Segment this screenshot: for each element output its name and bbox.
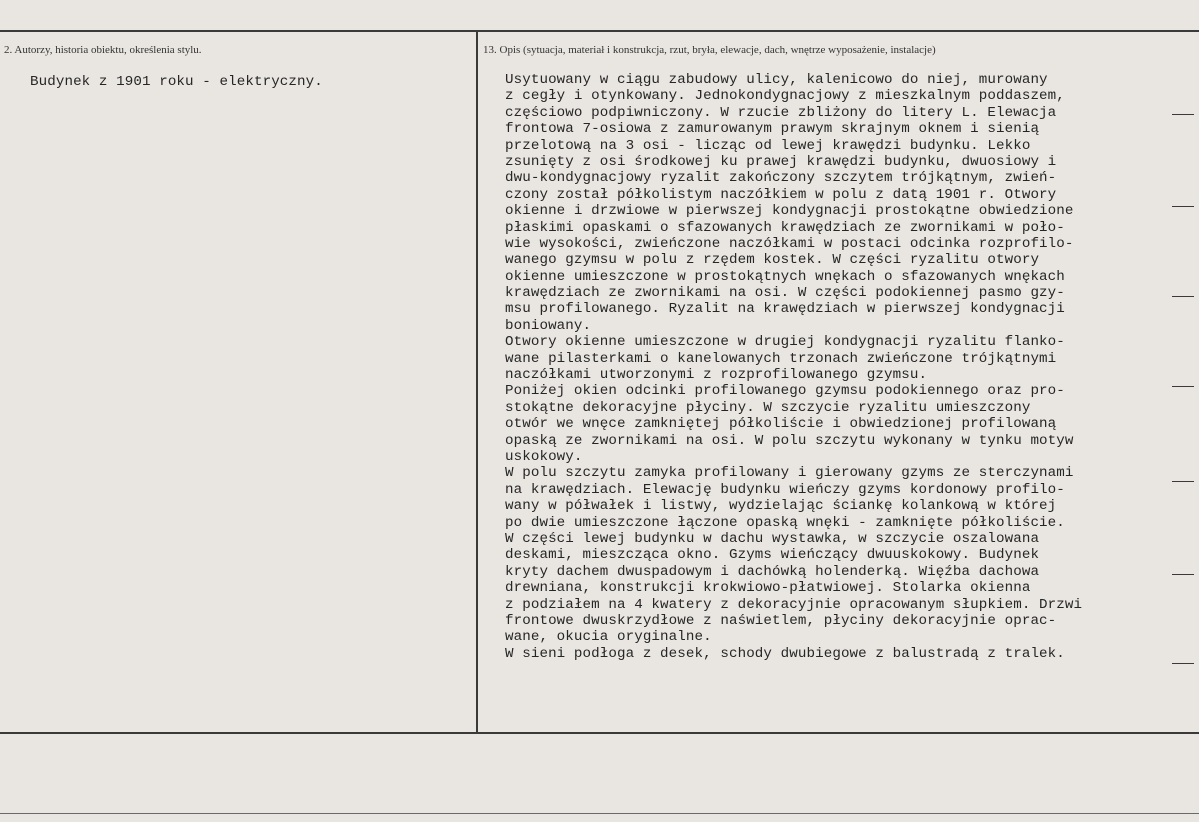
description-line: wanego gzymsu w polu z rzędem kostek. W części ryzalitu otwory	[505, 252, 1040, 269]
description-line: boniowany.	[505, 317, 592, 334]
top-rule	[0, 30, 1199, 32]
column-divider	[476, 30, 478, 732]
margin-tick	[1172, 481, 1194, 482]
description-line: otwór we wnęce zamkniętej półkoliście i obwiedzionej profilowaną	[505, 416, 1057, 433]
margin-tick	[1172, 296, 1194, 297]
description-line: po dwie umieszczone łączone opaską wnęki - zamknięte półkoliście.	[505, 514, 1065, 531]
description-line: zsunięty z osi środkowej ku prawej krawędzi budynku, dwuosiowy i	[505, 153, 1057, 170]
margin-tick	[1172, 663, 1194, 664]
description-line: frontowa 7-osiowa z zamurowanym prawym skrajnym oknem i sienią	[505, 121, 1040, 138]
description-line: stokątne dekoracyjne płyciny. W szczycie ryzalitu umieszczony	[505, 399, 1031, 416]
description-line: W części lewej budynku w dachu wystawka, w szczycie oszalowana	[505, 530, 1040, 547]
field-label-authors-history-style: 2. Autorzy, historia obiektu, określenia stylu.	[4, 44, 202, 56]
description-line: kryty dachem dwuspadowym i dachówką holenderką. Więźba dachowa	[505, 563, 1040, 580]
description-line: uskokowy.	[505, 448, 583, 465]
description-line: z podziałem na 4 kwatery z dekoracyjnie opracowanym słupkiem. Drzwi	[505, 596, 1083, 613]
description-line: W polu szczytu zamyka profilowany i gierowany gzyms ze sterczynami	[505, 465, 1074, 482]
description-line: dwu-kondygnacjowy ryzalit zakończony szczytem trójkątnym, zwień-	[505, 170, 1057, 187]
description-line: deskami, mieszcząca okno. Gzyms wieńczący dwuuskokowy. Budynek	[505, 547, 1040, 564]
description-line: Otwory okienne umieszczone w drugiej kondygnacji ryzalitu flanko-	[505, 334, 1065, 351]
description-line: wie wysokości, zwieńczone naczółkami w postaci odcinka rozprofilo-	[505, 235, 1074, 252]
description-line: krawędziach ze zwornikami na osi. W części podokiennej pasmo gzy-	[505, 285, 1065, 302]
description-line: okienne umieszczone w prostokątnych wnękach o sfazowanych wnękach	[505, 268, 1065, 285]
description-line: drewniana, konstrukcji krokwiowo-płatwiowej. Stolarka okienna	[505, 580, 1031, 597]
description-line: msu profilowanego. Ryzalit na krawędziach w pierwszej kondygnacji	[505, 301, 1065, 318]
description-line: z cegły i otynkowany. Jednokondygnacjowy z mieszkalnym poddaszem,	[505, 88, 1065, 105]
description-line: czony został półkolistym naczółkiem w polu z datą 1901 r. Otwory	[505, 186, 1057, 203]
margin-tick	[1172, 114, 1194, 115]
margin-tick	[1172, 386, 1194, 387]
description-line: Usytuowany w ciągu zabudowy ulicy, kalenicowo do niej, murowany	[505, 72, 1048, 88]
description-line: opaską ze zwornikami na osi. W polu szczytu wykonany w tynku motyw	[505, 432, 1074, 449]
bottom-rule	[0, 732, 1199, 734]
description-line: wane, okucia oryginalne.	[505, 629, 712, 646]
description-text	[505, 72, 1195, 662]
margin-tick	[1172, 574, 1194, 575]
description-line: Poniżej okien odcinki profilowanego gzymsu podokiennego oraz pro-	[505, 383, 1065, 400]
margin-tick	[1172, 206, 1194, 207]
authors-history-style-text: Budynek z 1901 roku - elektryczny.	[30, 74, 323, 90]
description-line: frontowe dwuskrzydłowe z naświetlem, płyciny dekoracyjnie oprac-	[505, 612, 1057, 629]
description-line: okienne i drzwiowe w pierwszej kondygnacji prostokątne obwiedzione	[505, 203, 1074, 220]
description-line: przelotową na 3 osi - licząc od lewej krawędzi budynku. Lekko	[505, 137, 1031, 154]
description-line: częściowo podpiwniczony. W rzucie zbliżony do litery L. Elewacja	[505, 104, 1057, 121]
bottom-rule-secondary	[0, 813, 1199, 814]
description-line: W sieni podłoga z desek, schody dwubiegowe z balustradą z tralek.	[505, 645, 1065, 662]
description-line: na krawędziach. Elewację budynku wieńczy gzyms kordonowy profilo-	[505, 481, 1065, 498]
description-line: płaskimi opaskami o sfazowanych krawędziach ze zwornikami w poło-	[505, 219, 1065, 236]
description-line: wane pilasterkami o kanelowanych trzonach zwieńczone trójkątnymi	[505, 350, 1057, 367]
description-line: wany w półwałek i listwy, wydzielając ściankę kolankową w której	[505, 498, 1057, 515]
field-label-description: 13. Opis (sytuacja, materiał i konstrukcja, rzut, bryła, elewacje, dach, wnętrze wyposażenie, instalacje)	[483, 44, 936, 56]
description-line: naczółkami utworzonymi z rozprofilowanego gzymsu.	[505, 367, 928, 384]
